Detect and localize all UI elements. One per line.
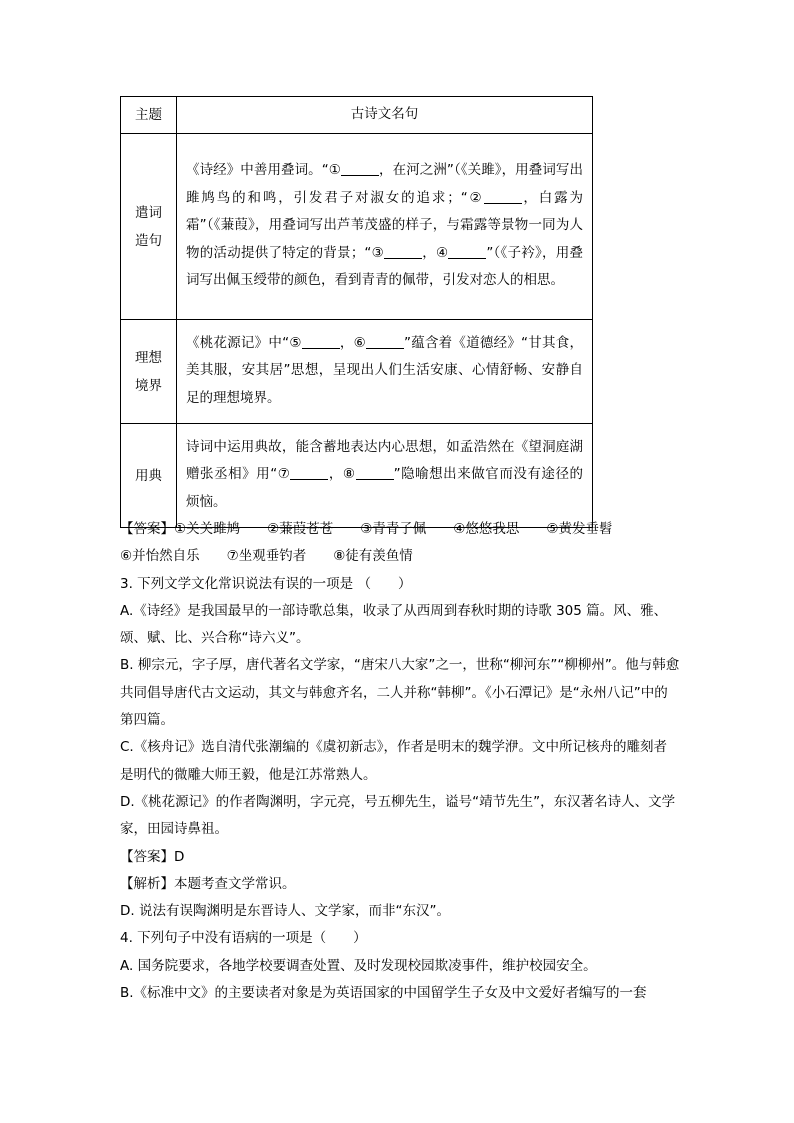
question-body bbox=[120, 516, 680, 1007]
text-segment: 《桃花源记》中“⑤ bbox=[186, 334, 302, 351]
answer-text: ①关关雎鸠 ②蒹葭苍苍 ③青青子佩 ④悠悠我思 ⑤黄发垂髫 bbox=[174, 521, 613, 537]
fill-blank-8 bbox=[356, 465, 394, 480]
row-label-line1: 遣词 bbox=[135, 204, 162, 221]
fill-blank-4 bbox=[448, 244, 486, 259]
answer-line-2: ⑥并怡然自乐 ⑦坐观垂钓者 ⑧徒有羡鱼情 bbox=[120, 548, 413, 565]
text-segment: ”蕴含着《道德经》“甘其食，美其服，安其居”思想，呈现出人们生活安康、心情舒畅、安静自足的理想境界。 bbox=[186, 334, 583, 406]
question-4-option-b: B.《标准中文》的主要读者对象是为英语国家的中国留学生子女及中文爱好者编写的一套 bbox=[120, 985, 647, 1002]
question-3-option-a: A.《诗经》是我国最早的一部诗歌总集，收录了从西周到春秋时期的诗歌 305 篇。风、雅、颂、赋、比、兴合称“诗六义”。 bbox=[120, 602, 668, 647]
fill-blank-3 bbox=[384, 244, 422, 259]
answer-label: 【答案】 bbox=[120, 521, 174, 537]
question-3-option-b: B. 柳宗元，字子厚，唐代著名文学家，“唐宋八大家”之一，世称“柳河东”“柳柳州”。他与韩愈共同倡导唐代古文运动，其文与韩愈齐名，二人并称“韩柳”。《小石潭记》是“永州八记”中的第四篇。 bbox=[120, 657, 680, 729]
text-segment: ，白露为霜”（《蒹葭》，用叠词写出芦苇茂盛的样子，与霜露等景物一同为人物的活动提供了特定的背景；“③ bbox=[186, 189, 583, 261]
row-content bbox=[177, 424, 593, 528]
table-header-row bbox=[121, 97, 593, 134]
answer-value: D bbox=[174, 848, 185, 865]
question-4-option-a: A. 国务院要求，各地学校要调查处置、及时发现校园欺凌事件，维护校园安全。 bbox=[120, 957, 597, 974]
answer-line-1 bbox=[120, 516, 680, 543]
row-label: 用典 bbox=[121, 424, 177, 528]
row-label bbox=[121, 320, 177, 424]
text-segment: 《诗经》中善用叠词。“① bbox=[186, 162, 341, 179]
analysis-label: 【解析】 bbox=[120, 875, 174, 892]
row-label-line2: 造句 bbox=[135, 232, 162, 249]
text-segment: 诗词中运用典故，能含蓄地表达内心思想，如孟浩然在《望洞庭湖赠张丞相》用“⑦ bbox=[186, 438, 583, 483]
row-label-line1: 理想 bbox=[135, 349, 162, 366]
text-segment: ，⑥ bbox=[339, 334, 366, 351]
header-theme: 主题 bbox=[121, 97, 177, 134]
poetry-table bbox=[120, 96, 593, 528]
row-content bbox=[177, 134, 593, 320]
table-row bbox=[121, 134, 593, 320]
text-segment: ，④ bbox=[421, 244, 449, 261]
fill-blank-1 bbox=[341, 161, 379, 176]
question-3-analysis-detail: D. 说法有误陶渊明是东晋诗人、文学家，而非“东汉”。 bbox=[120, 903, 450, 920]
answer-label: 【答案】 bbox=[120, 848, 174, 865]
text-segment: ”（《子衿》，用叠词写出佩玉绶带的颜色，看到青青的佩带，引发对恋人的相思。 bbox=[186, 244, 583, 289]
fill-blank-5 bbox=[302, 334, 340, 349]
analysis-text: 本题考查文学常识。 bbox=[174, 875, 296, 892]
question-3-answer bbox=[120, 844, 680, 871]
text-segment: ”隐喻想出来做官而没有途径的烦恼。 bbox=[186, 466, 583, 510]
row-content bbox=[177, 320, 593, 424]
question-3-analysis bbox=[120, 871, 680, 898]
text-segment: ，⑧ bbox=[328, 466, 356, 483]
fill-blank-6 bbox=[366, 334, 404, 349]
row-label bbox=[121, 134, 177, 320]
table-row bbox=[121, 320, 593, 424]
question-3-stem: 3. 下列文学文化常识说法有误的一项是 （ ） bbox=[120, 575, 412, 592]
header-quotes: 古诗文名句 bbox=[177, 97, 593, 134]
question-3-option-d: D.《桃花源记》的作者陶渊明，字元亮，号五柳先生，谥号“靖节先生”，东汉著名诗人、文学家，田园诗鼻祖。 bbox=[120, 793, 676, 838]
fill-blank-7 bbox=[290, 465, 328, 480]
question-4-stem: 4. 下列句子中没有语病的一项是（ ） bbox=[120, 930, 367, 947]
question-3-option-c: C.《核舟记》选自清代张潮编的《虞初新志》，作者是明末的魏学洢。文中所记核舟的雕刻者是明代的微雕大师王毅，他是江苏常熟人。 bbox=[120, 739, 667, 783]
text-segment: ，在河之洲”（《关雎》，用叠词写出雎鸠鸟的和鸣，引发君子对淑女的追求；“② bbox=[186, 162, 583, 206]
row-label-line2: 境界 bbox=[135, 377, 162, 394]
table-row bbox=[121, 424, 593, 528]
fill-blank-2 bbox=[484, 189, 522, 204]
